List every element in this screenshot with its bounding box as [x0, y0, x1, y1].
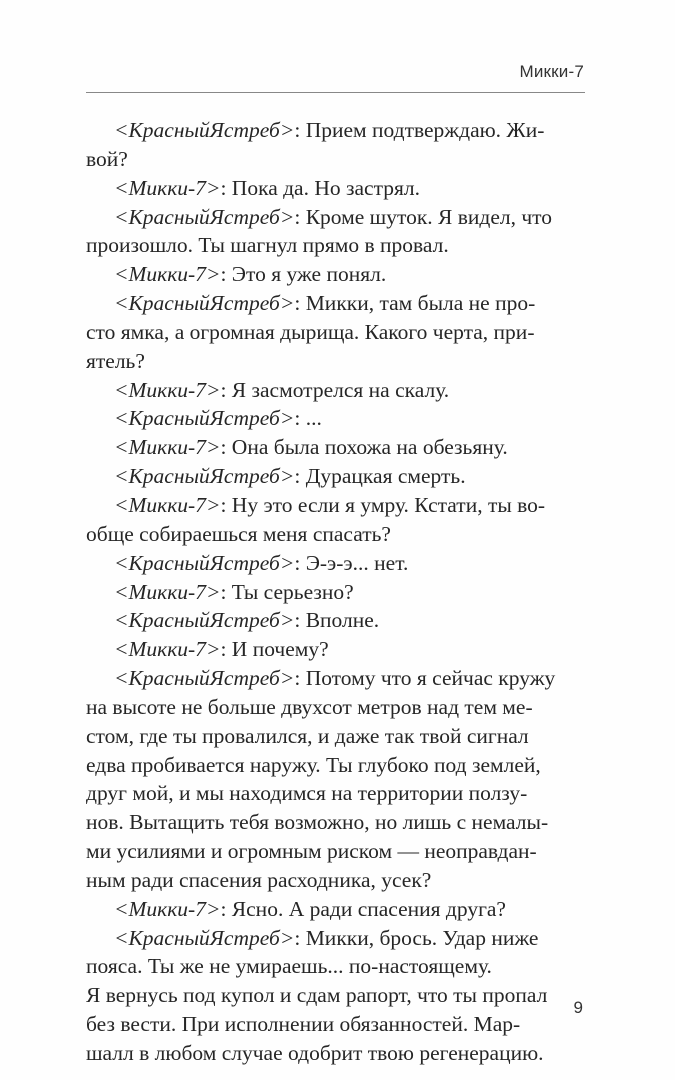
text-line	[86, 1010, 584, 1039]
text-line	[86, 751, 584, 780]
speaker-name: <Микки-7>	[114, 492, 221, 517]
dialogue-line	[86, 376, 584, 405]
dialogue-line	[86, 116, 584, 145]
line-text: : Прием подтверждаю. Жи-	[294, 118, 545, 142]
text-line	[86, 1039, 584, 1068]
line-text: друг мой, и мы находимся на территории ползу-	[86, 781, 528, 806]
line-text: : Я засмотрелся на скалу.	[220, 377, 450, 402]
text-line	[86, 866, 584, 895]
line-text: без вести. При исполнении обязанностей. Мар-	[86, 1012, 521, 1037]
text-line	[86, 347, 584, 376]
text-line	[86, 520, 584, 549]
speaker-name: <Микки-7>	[114, 377, 221, 402]
line-text: : Она была похожа на обезьяну.	[220, 435, 508, 460]
line-text: Я вернусь под купол и сдам рапорт, что ты пропал	[86, 983, 548, 1008]
line-text: : Это я уже понял.	[220, 262, 387, 287]
line-text: : Потому что я сейчас кружу	[294, 666, 556, 691]
line-text: произошло. Ты шагнул прямо в провал.	[86, 233, 449, 258]
dialogue-line	[86, 462, 584, 491]
text-line	[86, 808, 584, 837]
line-text: ми усилиями и огромным риском — неоправдан-	[86, 839, 537, 864]
line-text: сто ямка, а огромная дырища. Какого черта, при-	[86, 319, 535, 344]
speaker-name: <Микки-7>	[114, 435, 221, 460]
dialogue-line	[86, 549, 584, 578]
dialogue-line	[86, 635, 584, 664]
header-rule	[86, 92, 585, 93]
line-text: ным ради спасения расходника, усек?	[86, 867, 432, 892]
speaker-name: <Микки-7>	[114, 579, 221, 604]
page-number: 9	[573, 998, 583, 1017]
speaker-name: <КрасныйЯстреб>	[114, 204, 295, 229]
text-line	[86, 722, 584, 751]
line-text: : Микки, там была не про-	[294, 291, 536, 316]
line-text: : Вполне.	[294, 608, 380, 633]
dialogue-line	[86, 924, 584, 953]
line-text: : Ты серьезно?	[220, 579, 354, 604]
speaker-name: <КрасныйЯстреб>	[114, 666, 295, 691]
line-text: : ...	[294, 406, 322, 431]
line-text: едва пробивается наружу. Ты глубоко под землей,	[86, 752, 541, 777]
dialogue-line	[86, 203, 584, 232]
text-line	[86, 145, 584, 174]
line-text: обще собираешься меня спасать?	[86, 521, 391, 546]
speaker-name: <КрасныйЯстреб>	[114, 608, 295, 633]
line-text: : Э-э-э... нет.	[294, 550, 409, 575]
text-line	[86, 837, 584, 866]
text-line	[86, 952, 584, 981]
dialogue-line	[86, 664, 584, 693]
speaker-name: <КрасныйЯстреб>	[114, 406, 295, 431]
dialogue-line	[86, 491, 584, 520]
line-text: нов. Вытащить тебя возможно, но лишь с немалы-	[86, 810, 549, 835]
line-text: пояса. Ты же не умираешь... по-настоящему.	[86, 954, 492, 979]
speaker-name: <Микки-7>	[114, 637, 221, 662]
dialogue-line	[86, 174, 584, 203]
line-text: : Дурацкая смерть.	[294, 464, 466, 489]
dialogue-line	[86, 578, 584, 607]
line-text: : Ясно. А ради спасения друга?	[220, 896, 506, 921]
text-line	[86, 231, 584, 260]
line-text: : Ну это если я умру. Кстати, ты во-	[220, 492, 546, 517]
speaker-name: <Микки-7>	[114, 262, 221, 287]
speaker-name: <КрасныйЯстреб>	[114, 118, 295, 142]
line-text: : Кроме шуток. Я видел, что	[294, 204, 553, 229]
dialogue-line	[86, 895, 584, 924]
speaker-name: <Микки-7>	[114, 896, 221, 921]
line-text: : Микки, брось. Удар ниже	[294, 925, 539, 950]
body-text	[86, 116, 584, 1068]
speaker-name: <КрасныйЯстреб>	[114, 550, 295, 575]
text-line	[86, 318, 584, 347]
line-text: : И почему?	[220, 637, 329, 662]
dialogue-line	[86, 433, 584, 462]
speaker-name: <Микки-7>	[114, 175, 221, 200]
text-line	[86, 779, 584, 808]
dialogue-line	[86, 606, 584, 635]
dialogue-line	[86, 404, 584, 433]
speaker-name: <КрасныйЯстреб>	[114, 464, 295, 489]
line-text: вой?	[86, 146, 128, 171]
line-text: на высоте не больше двухсот метров над тем ме-	[86, 694, 533, 719]
line-text: стом, где ты провалился, и даже так твой сигнал	[86, 723, 529, 748]
line-text: шалл в любом случае одобрит твою регенерацию.	[86, 1041, 544, 1065]
speaker-name: <КрасныйЯстреб>	[114, 291, 295, 316]
dialogue-line	[86, 289, 584, 318]
line-text: : Пока да. Но застрял.	[220, 175, 420, 200]
line-text: ятель?	[86, 348, 145, 373]
text-line	[86, 693, 584, 722]
text-line	[86, 981, 584, 1010]
speaker-name: <КрасныйЯстреб>	[114, 925, 295, 950]
running-head: Микки-7	[519, 62, 584, 81]
dialogue-line	[86, 260, 584, 289]
